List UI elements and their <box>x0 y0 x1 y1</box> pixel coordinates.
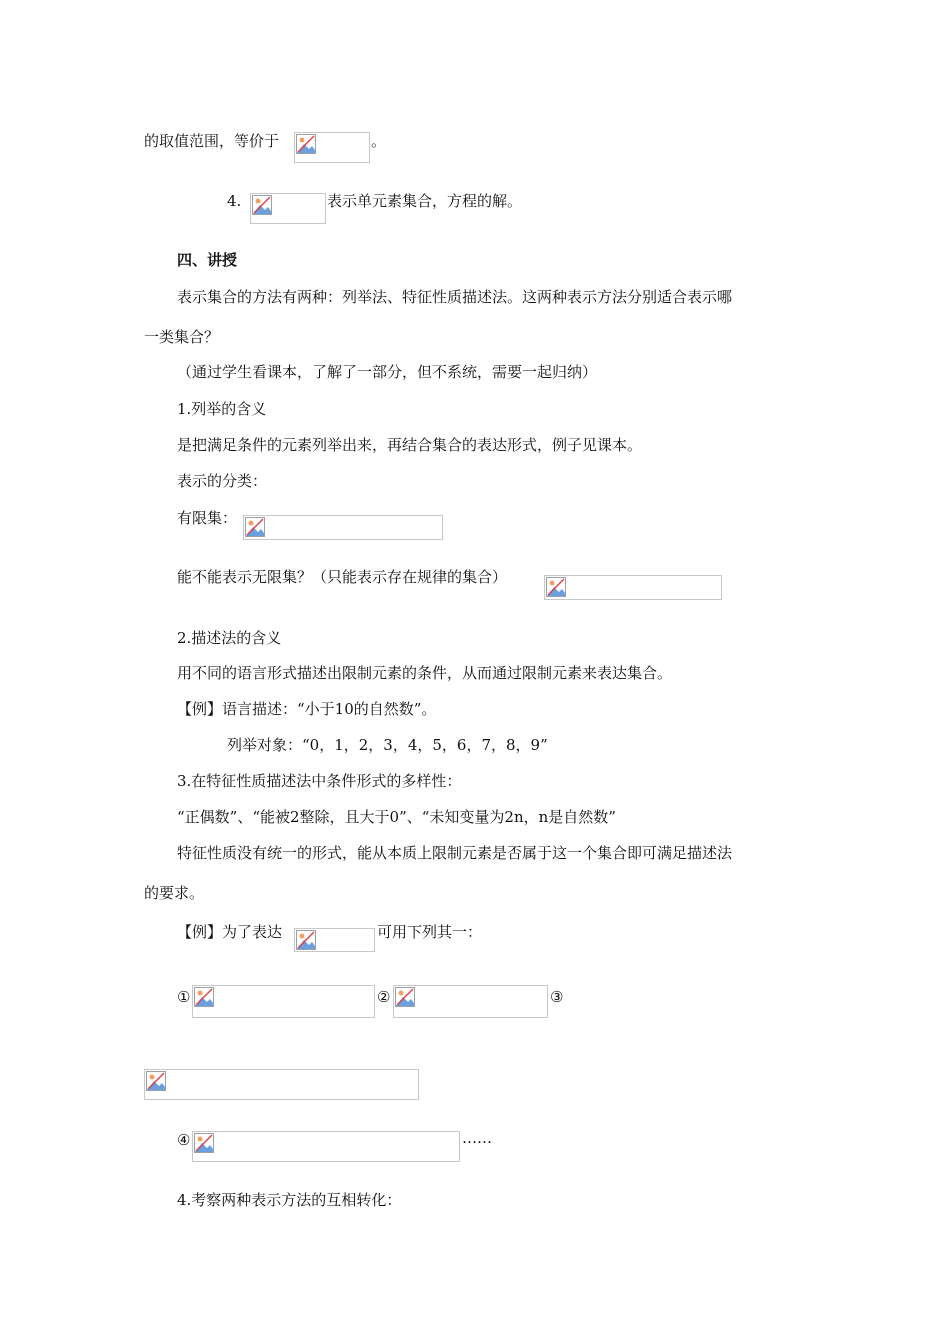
choice-marker: ① <box>177 988 191 1006</box>
item-4-text: 表示单元素集合，方程的解。 <box>327 192 523 210</box>
paragraph-line: “正偶数”、“能被2整除，且大于0”、“未知变量为2n，n是自然数” <box>177 808 616 826</box>
formula-image <box>393 985 548 1018</box>
formula-image <box>544 575 722 600</box>
formula-image <box>294 928 375 952</box>
example-line: 【例】语言描述：“小于10的自然数”。 <box>177 700 437 718</box>
paragraph-line: 能不能表示无限集？（只能表示存在规律的集合） <box>177 568 508 586</box>
choice-marker: ④ <box>177 1131 191 1149</box>
example-line: 【例】为了表达 <box>177 923 283 941</box>
paragraph-line: 是把满足条件的元素列举出来，再结合集合的表达形式，例子见课本。 <box>177 436 643 454</box>
formula-image <box>294 132 370 163</box>
ellipsis: …… <box>462 1129 492 1147</box>
formula-image <box>243 515 443 540</box>
period: 。 <box>371 132 387 150</box>
paragraph-line: 一类集合？ <box>144 328 220 346</box>
formula-image <box>192 985 375 1018</box>
item-4-number: 4. <box>227 192 242 210</box>
formula-image <box>144 1069 419 1100</box>
subsection-title: 2.描述法的含义 <box>177 629 282 647</box>
text: 的取值范围，等价于 <box>144 132 280 150</box>
line-range <box>144 131 279 151</box>
subsection-title: 4.考察两种表示方法的互相转化： <box>177 1191 402 1209</box>
paragraph-line: （通过学生看课本，了解了一部分，但不系统，需要一起归纳） <box>177 363 598 381</box>
section-heading: 四、讲授 <box>177 251 238 269</box>
paragraph-line: 用不同的语言形式描述出限制元素的条件，从而通过限制元素来表达集合。 <box>177 664 673 682</box>
paragraph-line: 特征性质没有统一的形式，能从本质上限制元素是否属于这一个集合即可满足描述法 <box>177 844 733 862</box>
paragraph-line: 表示的分类： <box>177 472 268 490</box>
choice-marker: ③ <box>550 988 564 1006</box>
example-line: 列举对象：“0，1，2，3，4，5，6，7，8，9” <box>227 736 548 754</box>
choice-marker: ② <box>377 988 391 1006</box>
subsection-title: 3.在特征性质描述法中条件形式的多样性： <box>177 772 462 790</box>
paragraph-line: 的要求。 <box>144 884 205 902</box>
subsection-title: 1.列举的含义 <box>177 400 267 418</box>
formula-image <box>192 1131 460 1162</box>
paragraph-line: 表示集合的方法有两种：列举法、特征性质描述法。这两种表示方法分别适合表示哪 <box>177 288 733 306</box>
paragraph-line: 有限集： <box>177 509 238 527</box>
formula-image <box>250 193 326 224</box>
example-line: 可用下列其一： <box>377 923 483 941</box>
